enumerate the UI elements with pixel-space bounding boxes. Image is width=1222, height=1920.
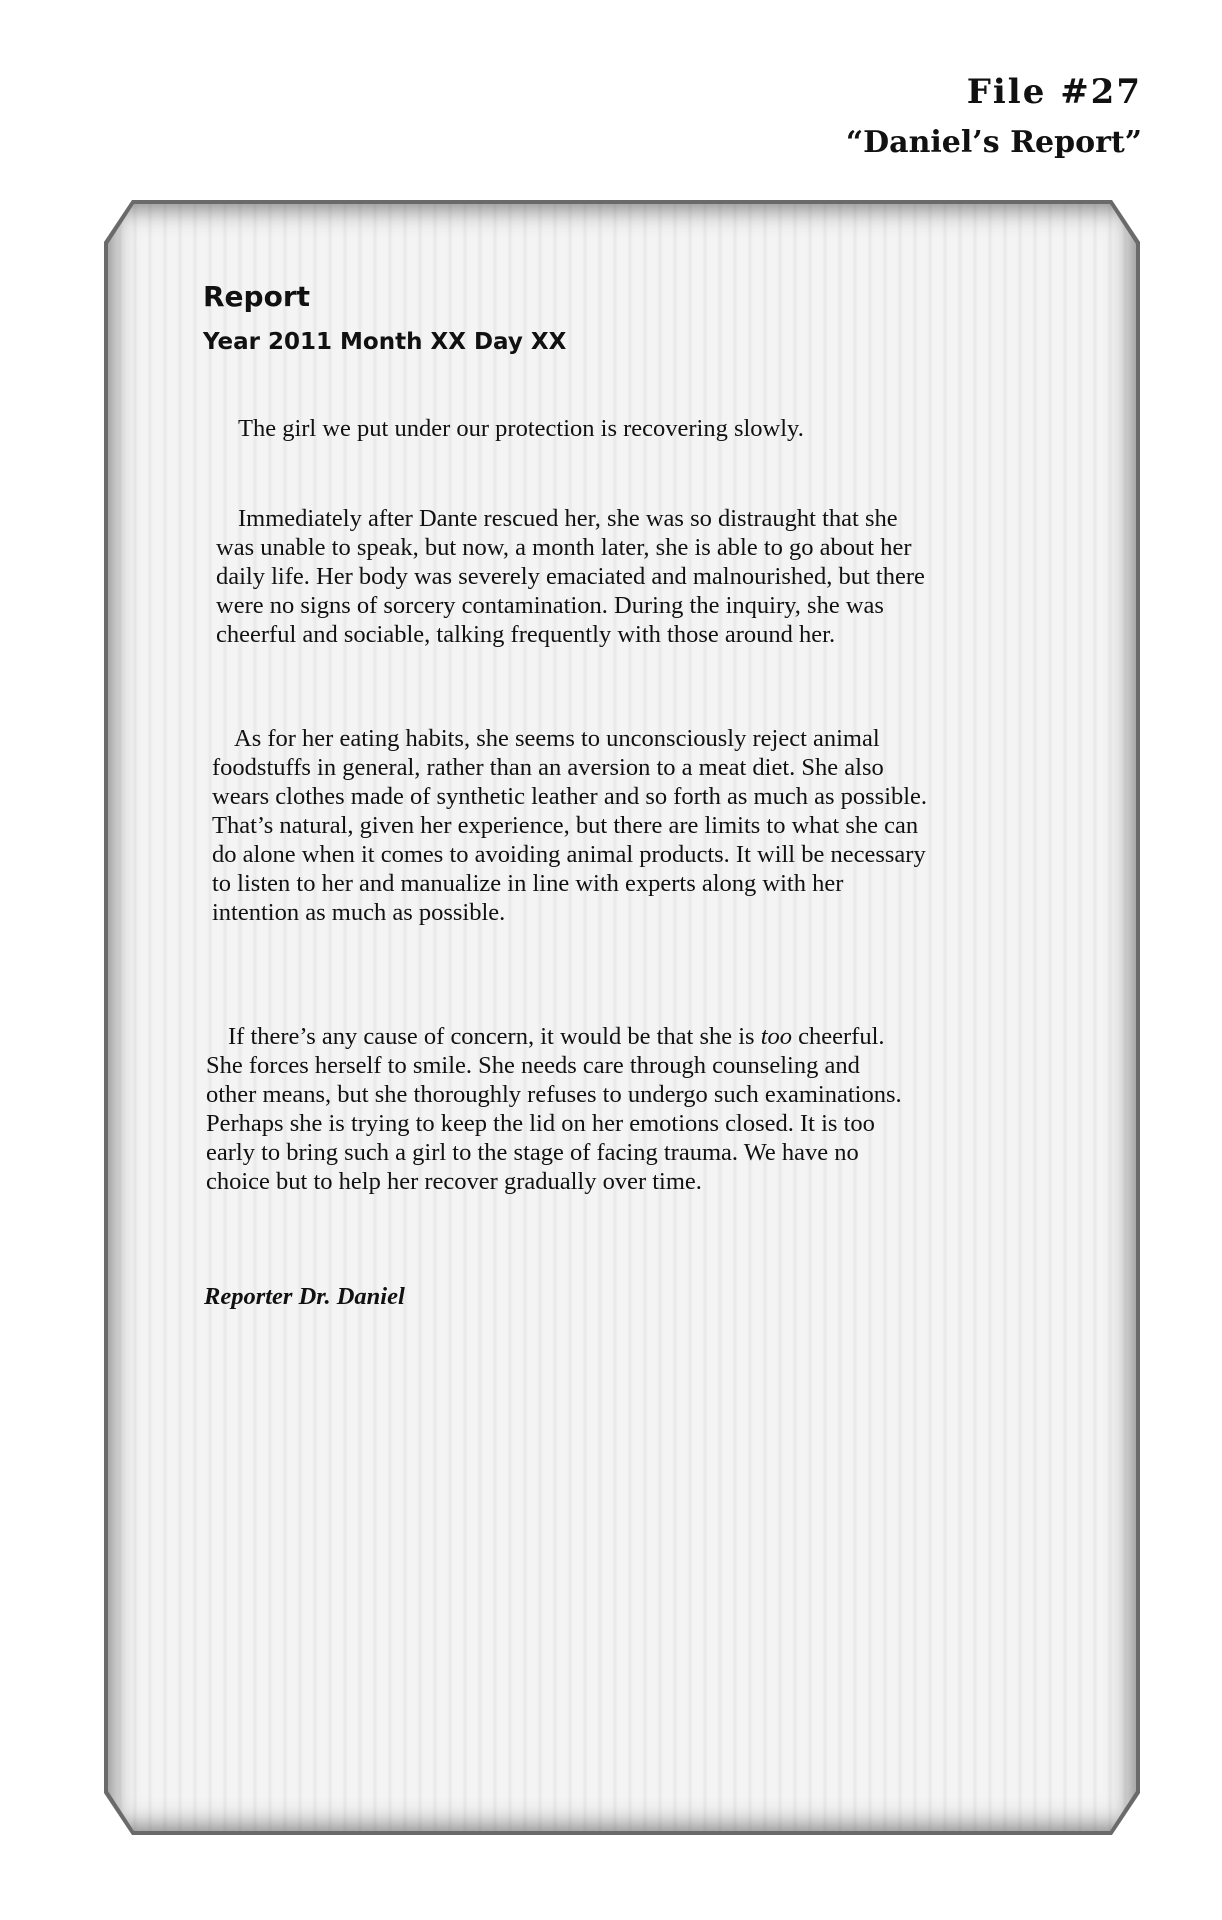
text-line: wears clothes made of synthetic leather and so forth as much as possible. (212, 783, 928, 810)
report-paper (104, 200, 1140, 1835)
text-line: Perhaps she is trying to keep the lid on her emotions closed. It is too (206, 1110, 875, 1137)
reporter-signature: Reporter Dr. Daniel (204, 1283, 405, 1310)
text-run: If there’s any cause of concern, it would be that she is (228, 1023, 761, 1050)
text-line: cheerful and sociable, talking frequently with those around her. (216, 621, 836, 648)
text-line: That’s natural, given her experience, but there are limits to what she can (212, 812, 919, 839)
report-date: Year 2011 Month XX Day XX (203, 329, 567, 355)
text-line: daily life. Her body was severely emaciated and malnourished, but there (216, 563, 925, 590)
emphasis-text: too (760, 1023, 793, 1050)
text-line: early to bring such a girl to the stage of facing trauma. We have no (206, 1139, 859, 1166)
text-line: As for her eating habits, she seems to unconsciously reject animal (234, 725, 880, 752)
text-line: intention as much as possible. (212, 899, 506, 926)
paper-surface (108, 204, 1136, 1831)
text-line: to listen to her and manualize in line with experts along with her (212, 870, 844, 897)
paragraph-1 (238, 414, 804, 443)
text-line (206, 1022, 902, 1051)
paragraph-3 (212, 724, 927, 927)
text-line: were no signs of sorcery contamination. During the inquiry, she was (216, 592, 884, 619)
paper-shadow (108, 204, 1136, 1831)
text-line: other means, but she thoroughly refuses to undergo such examinations. (206, 1081, 902, 1108)
paragraph-4 (206, 1022, 902, 1196)
text-line: She forces herself to smile. She needs care through counseling and (206, 1052, 860, 1079)
file-title: “Daniel’s Report” (845, 125, 1142, 160)
paragraph-2 (216, 504, 925, 649)
report-heading: Report (203, 280, 311, 313)
text-line: Immediately after Dante rescued her, she was so distraught that she (238, 505, 898, 532)
text-line: choice but to help her recover gradually over time. (206, 1168, 702, 1195)
file-number: File #27 (966, 72, 1142, 112)
text-line: The girl we put under our protection is recovering slowly. (238, 415, 804, 442)
text-line: do alone when it comes to avoiding animal products. It will be necessary (212, 841, 926, 868)
text-run: cheerful. (792, 1023, 885, 1050)
text-line: foodstuffs in general, rather than an aversion to a meat diet. She also (212, 754, 884, 781)
text-line: was unable to speak, but now, a month later, she is able to go about her (216, 534, 912, 561)
